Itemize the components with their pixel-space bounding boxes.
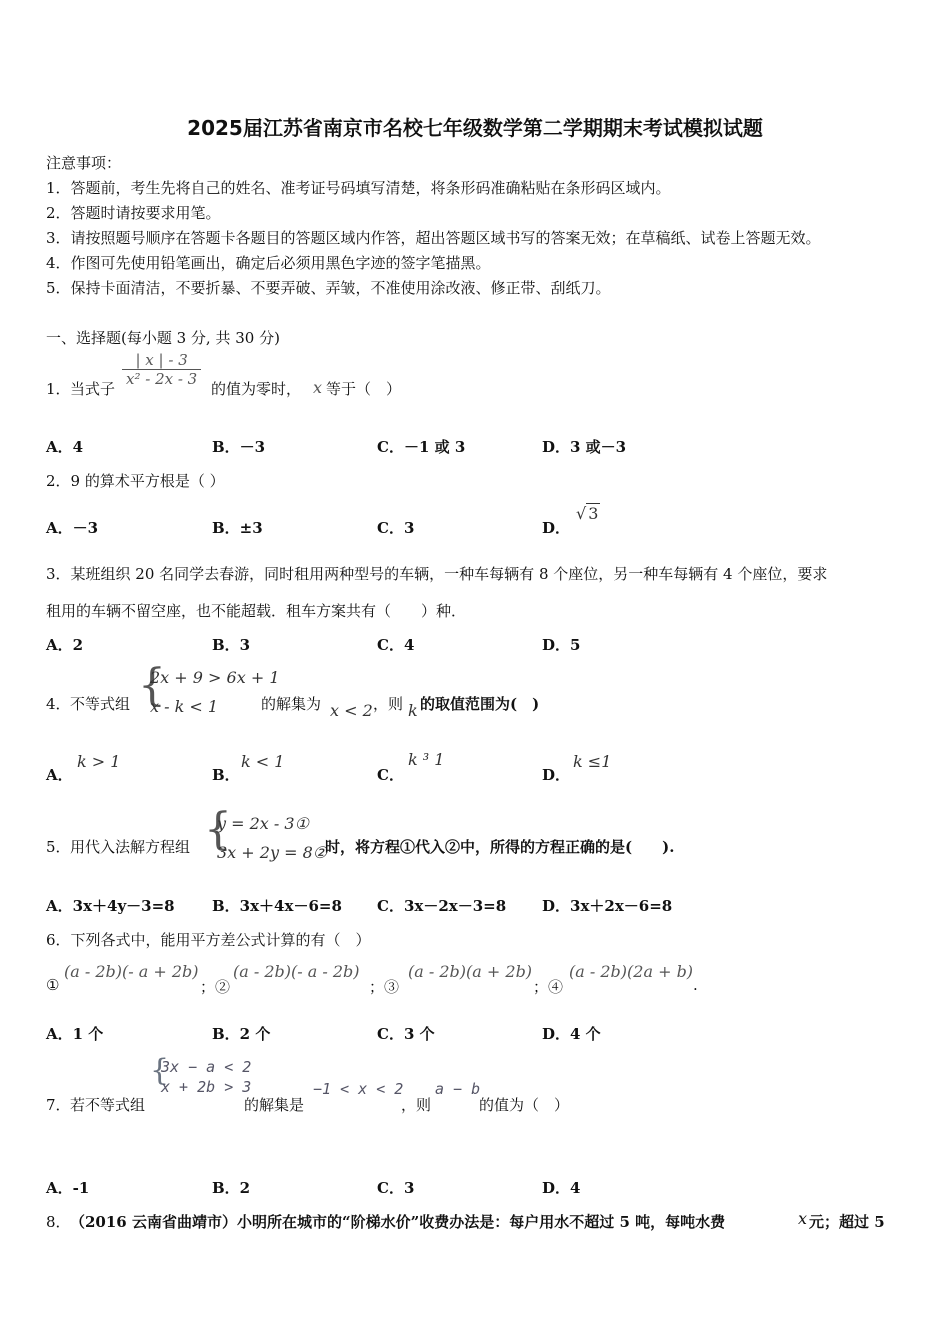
option-c: C．3 [377, 1179, 415, 1197]
option-d: D．4 [542, 1179, 581, 1197]
system-brace: { [138, 660, 166, 711]
math-expression: (a - 2b)(- a + 2b) [64, 962, 199, 981]
system-brace: { [204, 804, 232, 855]
fraction-denominator: x² - 2x - 3 [126, 370, 198, 388]
notice-item: 1．答题前，考生先将自己的姓名、准考证号码填写清楚，将条形码准确粘贴在条形码区域内。 [46, 179, 671, 197]
option-d: D．3x＋2x－6=8 [542, 897, 673, 915]
system-equation: x - k < 1 [150, 697, 219, 716]
option-d: D．4 个 [542, 1025, 601, 1043]
question-text: ，则 [401, 1096, 432, 1114]
option-a-expression: k > 1 [77, 752, 121, 771]
question-text: （2016 云南省曲靖市）小明所在城市的“阶梯水价”收费办法是：每户用水不超过 5 吨，每吨水费 [70, 1213, 726, 1231]
option-a: A．1 个 [46, 1025, 104, 1043]
option-b-expression: k < 1 [241, 752, 285, 771]
math-var: k [408, 701, 418, 720]
option-b: B．2 个 [212, 1025, 271, 1043]
notice-item: 2．答题时请按要求用笔。 [46, 204, 221, 222]
question-text: 不等式组 [70, 695, 131, 713]
question-text: 用代入法解方程组 [70, 838, 191, 856]
item-mark: ；④ [533, 978, 564, 996]
question-number: 8． [46, 1213, 71, 1231]
math-expression: −1 < x < 2 [313, 1080, 404, 1098]
question-text: ，则 [373, 695, 404, 713]
sqrt-radicand: 3 [588, 504, 599, 523]
option-c: C．3 个 [377, 1025, 435, 1043]
option-a: A．-1 [46, 1179, 90, 1197]
option-d: D．5 [542, 636, 581, 654]
option-a: A．2 [46, 636, 84, 654]
system-brace: { [150, 1053, 170, 1088]
option-b-label: B． [212, 766, 240, 784]
math-var: x [798, 1209, 808, 1228]
fraction [122, 351, 201, 388]
option-b: B．3 [212, 636, 251, 654]
option-c: C．4 [377, 636, 415, 654]
question-text: 若不等式组 [70, 1096, 146, 1114]
item-mark: ；③ [369, 978, 400, 996]
question-number: 5． [46, 838, 71, 856]
math-expression: (a - 2b)(- a - 2b) [233, 962, 360, 981]
question-text: 6．下列各式中，能用平方差公式计算的有（ ） [46, 931, 371, 949]
notice-item: 4．作图可先使用铅笔画出，确定后必须用黑色字迹的签字笔描黑。 [46, 254, 491, 272]
option-a-label: A． [46, 766, 73, 784]
question-text: 元；超过 5 [809, 1213, 885, 1231]
fraction-numerator: | x | - 3 [122, 351, 201, 370]
option-d-label: D． [542, 766, 571, 784]
question-text: 的解集为 [261, 695, 322, 713]
option-a: A．3x＋4y－3=8 [46, 897, 175, 915]
option-b: B．±3 [212, 519, 263, 537]
option-d: D．3 或－3 [542, 438, 627, 456]
question-text: 的值为（ ） [479, 1096, 570, 1114]
system-equation: 3x + 2y = 8② [217, 843, 328, 862]
question-number: 4． [46, 695, 71, 713]
option-a: A．4 [46, 438, 84, 456]
system-equation: 2x + 9 > 6x + 1 [150, 668, 280, 687]
question-text: 3．某班组织 20 名同学去春游，同时租用两种型号的车辆，一种车每辆有 8 个座位，另一种车每辆有 4 个座位，要求 [46, 565, 828, 583]
math-expression: x < 2 [330, 701, 373, 720]
option-d-expression: k ≤1 [573, 752, 612, 771]
math-expression: a − b [435, 1080, 481, 1098]
page-title: 2025届江苏省南京市名校七年级数学第二学期期末考试模拟试题 [187, 116, 763, 140]
question-text: 的取值范围为( ) [420, 695, 540, 713]
system-equation: x + 2b > 3 [161, 1078, 252, 1096]
question-number: 7． [46, 1096, 71, 1114]
section-heading: 一、选择题(每小题 3 分, 共 30 分) [46, 329, 280, 347]
punctuation: . [693, 976, 698, 994]
question-text: 的值为零时， [211, 380, 302, 398]
option-b: B．3x＋4x－6=8 [212, 897, 342, 915]
notice-item: 5．保持卡面清洁，不要折暴、不要弄破、弄皱，不准使用涂改液、修正带、刮纸刀。 [46, 279, 611, 297]
option-c: C．3x－2x－3=8 [377, 897, 507, 915]
question-number: 1． [46, 380, 71, 398]
question-text: 等于（ ） [326, 380, 402, 398]
option-c-expression: k ³ 1 [408, 750, 445, 769]
option-d: D． [542, 519, 571, 537]
item-mark: ；② [200, 978, 231, 996]
question-text: 时，将方程①代入②中，所得的方程正确的是( ). [325, 838, 675, 856]
option-b: B．2 [212, 1179, 251, 1197]
question-text: 2．9 的算术平方根是（ ） [46, 472, 225, 490]
item-mark: ① [46, 976, 60, 994]
notice-heading: 注意事项： [46, 154, 122, 172]
math-expression: (a - 2b)(2a + b) [569, 962, 694, 981]
math-expression: (a - 2b)(a + 2b) [408, 962, 533, 981]
question-text: 的解集是 [244, 1096, 305, 1114]
option-c-label: C． [377, 766, 404, 784]
option-c: C．3 [377, 519, 415, 537]
notice-item: 3．请按照题号顺序在答题卡各题目的答题区域内作答，超出答题区域书写的答案无效；在草稿纸、试卷上答题无效。 [46, 229, 821, 247]
math-var: x [313, 378, 323, 397]
question-text: 租用的车辆不留空座，也不能超载．租车方案共有（ ）种． [46, 602, 467, 620]
option-b: B．－3 [212, 438, 266, 456]
option-c: C．－1 或 3 [377, 438, 466, 456]
option-a: A．－3 [46, 519, 99, 537]
sqrt-expression: √ 3 [576, 504, 599, 523]
system-equation: 3x − a < 2 [161, 1058, 252, 1076]
system-equation: y = 2x - 3① [217, 814, 309, 833]
question-text: 当式子 [70, 380, 116, 398]
